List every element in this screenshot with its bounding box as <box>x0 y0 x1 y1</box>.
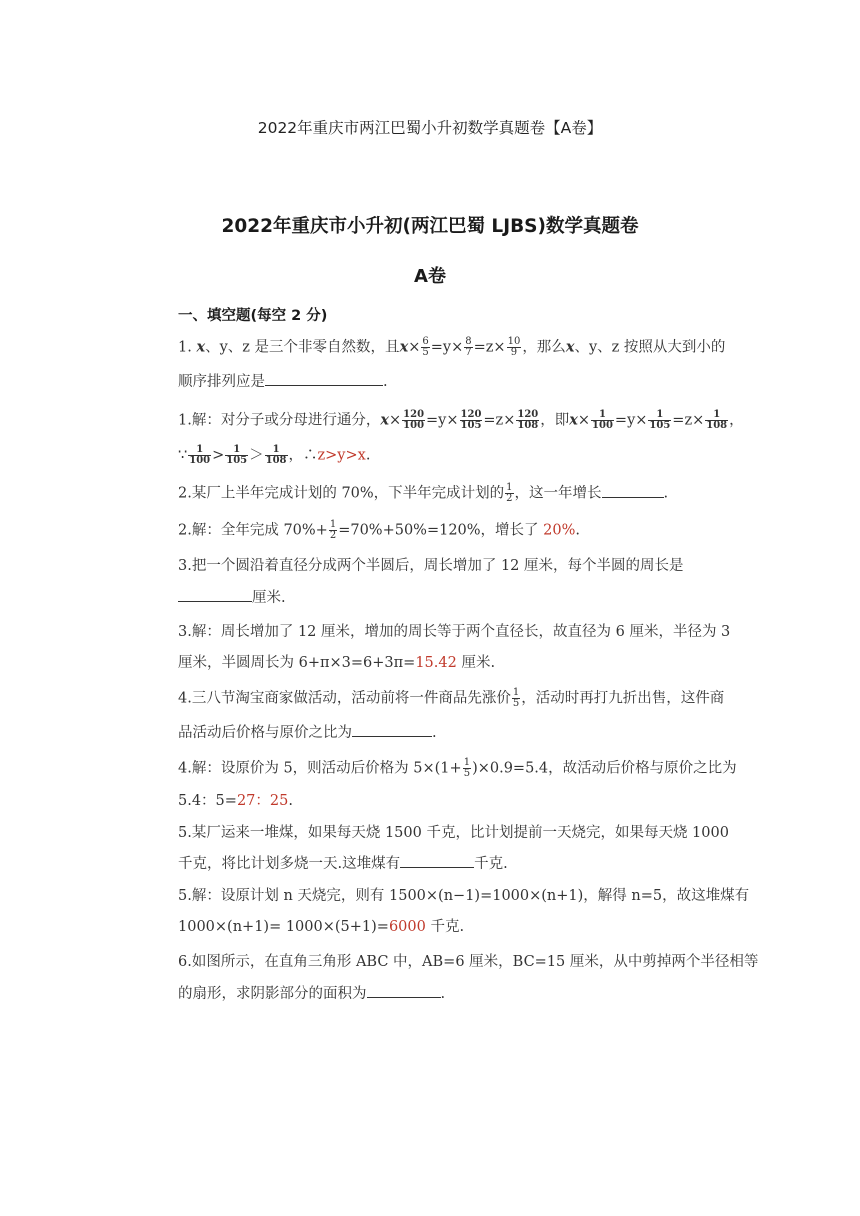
solution-5-answer: 6000 <box>388 919 426 935</box>
document-title: 2022年重庆市两江巴蜀小升初数学真题卷【A卷】 <box>257 119 603 137</box>
solution-3-line-1: 3.解：周长增加了 12 厘米，增加的周长等于两个直径长，故直径为 6 厘米，半径为 3 <box>178 624 731 640</box>
solution-4-answer: 27：25 <box>236 793 289 809</box>
exam-subtitle: A卷 <box>414 266 446 287</box>
solution-1-answer: z>y>x <box>317 447 366 464</box>
question-3-line-2: 厘米. <box>178 588 286 608</box>
solution-2: 2.解：全年完成 70%+ $\frac{1}{2}$ =70%+50%=120%，增长了 20%. <box>178 519 581 541</box>
question-5-line-2: 千克，将比计划多烧一天.这堆煤有 千克. <box>178 856 508 872</box>
answer-blank <box>265 373 383 386</box>
solution-3-line-2: 厘米，半圆周长为 6+π×3=6+3π=15.42 厘米. <box>178 655 496 671</box>
question-6-line-1: 6.如图所示，在直角三角形 ABC 中，AB=6 厘米，BC=15 厘米，从中剪掉两个半径相等 <box>178 954 759 970</box>
answer-blank <box>602 485 664 498</box>
question-6-line-2: 的扇形，求阴影部分的面积为 . <box>178 986 446 1002</box>
section-heading: 一、填空题(每空 2 分) <box>178 308 328 324</box>
answer-blank <box>400 855 474 868</box>
solution-5-line-1: 5.解：设原计划 n 天烧完，则有 1500×(n−1)=1000×(n+1)，解得 n=5，故这堆煤有 <box>178 888 750 904</box>
answer-blank <box>178 589 252 602</box>
answer-blank <box>352 724 432 737</box>
solution-2-answer: 20% <box>543 522 576 539</box>
solution-3-answer: 15.42 <box>415 655 457 671</box>
solution-1-line-1: 1.解：对分子或分母进行通分，x× $\frac{120}{100}$ =y× $\frac{120}{105}$ =z× $\frac{120}{108}$ ，即x× $\frac{1}{100}$ =y× $\frac{1}{105}$ =z× $\frac{1}{108}$ ， <box>178 409 744 431</box>
question-3-line-1: 3.把一个圆沿着直径分成两个半圆后，周长增加了 12 厘米，每个半圆的周长是 <box>178 558 684 574</box>
question-2: 2.某厂上半年完成计划的 70%，下半年完成计划的 $\frac{1}{2}$ ，这一年增长 . <box>178 482 669 504</box>
exam-title: 2022年重庆市小升初(两江巴蜀 LJBS)数学真题卷 <box>221 216 639 237</box>
question-5-line-1: 5.某厂运来一堆煤，如果每天烧 1500 千克，比计划提前一天烧完，如果每天烧 1000 <box>178 825 729 841</box>
solution-1-line-2: ∵ $\frac{1}{100}$ > $\frac{1}{105}$ ＞ $\frac{1}{108}$ ，∴z>y>x. <box>178 444 371 466</box>
question-1-line-1: 1. x、y、z 是三个非零自然数，且x× $\frac{6}{5}$ =y× $\frac{8}{7}$ =z× $\frac{10}{9}$ ，那么x、y、z 按照从大到小的 <box>178 336 726 358</box>
solution-4-line-2: 5.4：5=27：25. <box>178 793 293 809</box>
question-4-line-1: 4.三八节淘宝商家做活动，活动前将一件商品先涨价 $\frac{1}{5}$ ，活动时再打九折出售，这件商 <box>178 687 725 709</box>
question-4-line-2: 品活动后价格与原价之比为 . <box>178 725 437 741</box>
question-1-line-2: 顺序排列应是 . <box>178 374 388 390</box>
solution-4-line-1: 4.解：设原价为 5，则活动后价格为 5×(1+ $\frac{1}{5}$ )×0.9=5.4，故活动后价格与原价之比为 <box>178 757 737 779</box>
answer-blank <box>367 985 441 998</box>
solution-5-line-2: 1000×(n+1)= 1000×(5+1)=6000 千克. <box>178 919 465 935</box>
